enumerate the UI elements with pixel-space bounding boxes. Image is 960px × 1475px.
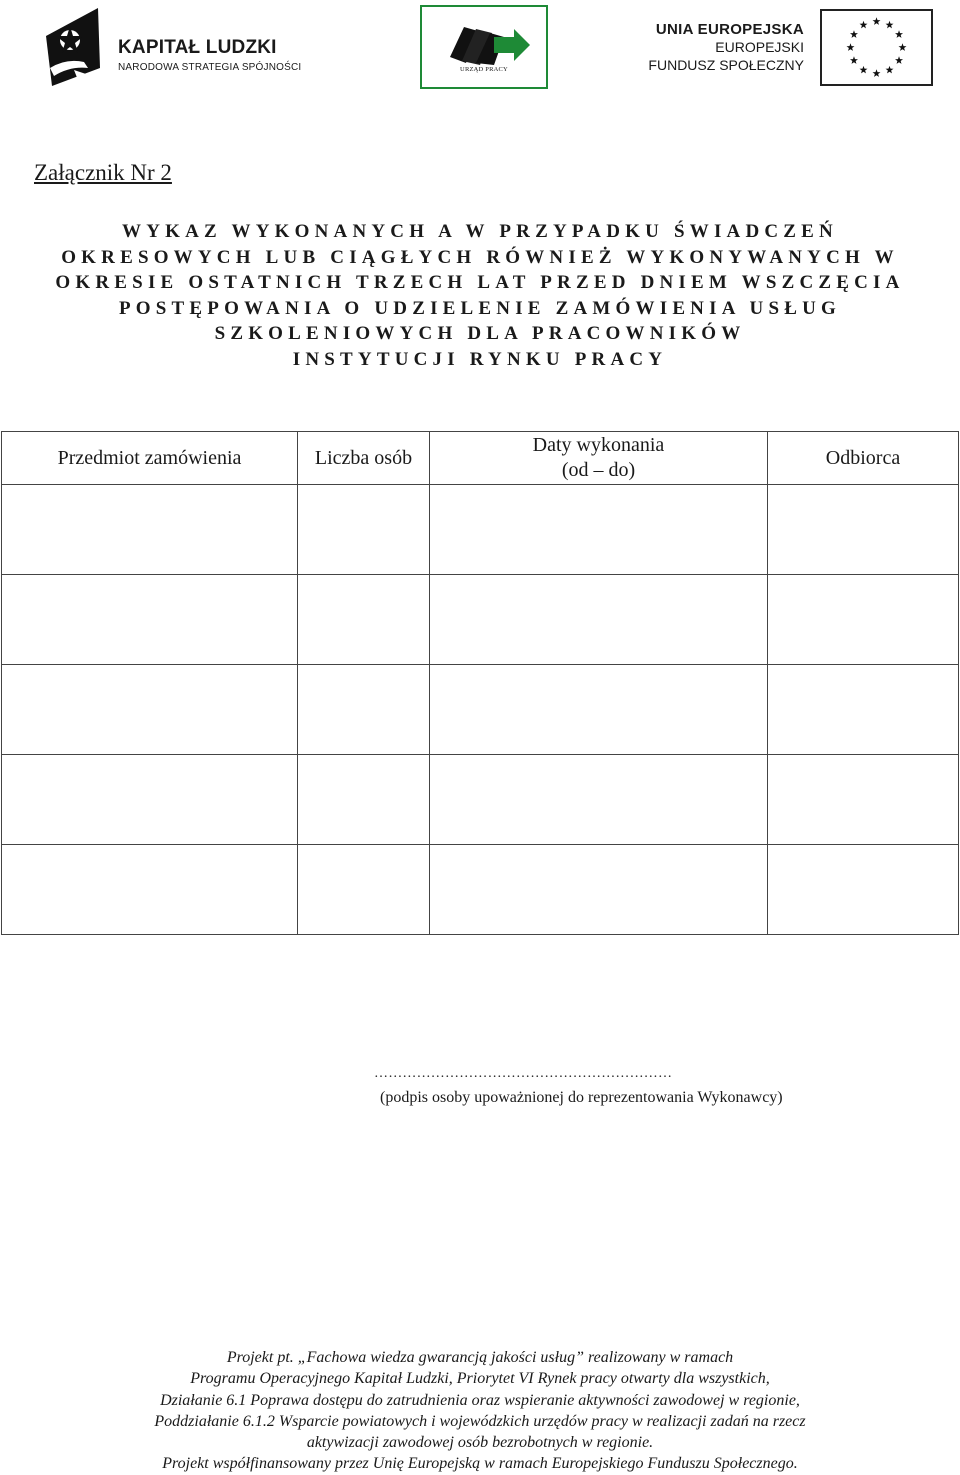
table-row	[2, 755, 959, 845]
table-cell[interactable]	[298, 665, 430, 755]
table-row	[2, 575, 959, 665]
table-cell[interactable]	[298, 845, 430, 935]
footer-line: Działanie 6.1 Poprawa dostępu do zatrudnienia oraz wspieranie aktywności zawodowej w regionie,	[160, 1391, 800, 1409]
table-cell[interactable]	[430, 845, 768, 935]
document-heading	[20, 219, 940, 372]
unia-europejska-text	[648, 21, 804, 74]
header-odbiorca: Odbiorca	[768, 432, 959, 485]
table-header-row	[2, 432, 959, 485]
table-cell[interactable]	[2, 755, 298, 845]
unia-line-2: EUROPEJSKI	[715, 39, 804, 55]
eu-flag-logo	[820, 9, 933, 86]
urzad-pracy-emblem-icon	[446, 17, 530, 67]
eu-star-icon	[899, 43, 907, 51]
heading-line: SZKOLENIOWYCH DLA PRACOWNIKÓW	[214, 323, 746, 344]
kapital-ludzki-title: KAPITAŁ LUDZKI	[118, 37, 277, 58]
table-cell[interactable]	[2, 665, 298, 755]
services-table	[1, 431, 959, 935]
eu-star-icon	[850, 30, 858, 38]
table-cell[interactable]	[768, 575, 959, 665]
kapital-ludzki-emblem-icon	[44, 6, 100, 90]
table-cell[interactable]	[430, 755, 768, 845]
heading-line: WYKAZ WYKONANYCH A W PRZYPADKU ŚWIADCZEŃ	[122, 221, 838, 242]
eu-star-icon	[886, 21, 894, 29]
header-daty-line-2: (od – do)	[561, 459, 636, 481]
header-daty-wykonania	[430, 432, 768, 485]
footer-line: Poddziałanie 6.1.2 Wsparcie powiatowych i wojewódzkich urzędów pracy w realizacji zadań na rzecz	[154, 1412, 806, 1430]
header-liczba-osob: Liczba osób	[298, 432, 430, 485]
eu-star-icon	[895, 30, 903, 38]
table-row	[2, 665, 959, 755]
urzad-pracy-label: URZĄD PRACY	[460, 66, 508, 73]
eu-star-icon	[850, 56, 858, 64]
urzad-pracy-logo	[420, 5, 548, 89]
signature-line: ………………………………………………………	[374, 1066, 673, 1081]
footer-line: Projekt pt. „Fachowa wiedza gwarancją jakości usług” realizowany w ramach	[226, 1349, 734, 1366]
table-cell[interactable]	[768, 755, 959, 845]
header-daty-line-1: Daty wykonania	[532, 434, 665, 456]
eu-star-icon	[860, 66, 868, 74]
table-cell[interactable]	[2, 845, 298, 935]
eu-stars-icon	[822, 11, 931, 84]
table-cell[interactable]	[298, 575, 430, 665]
footer-line: aktywizacji zawodowej osób bezrobotnych w regionie.	[306, 1434, 654, 1452]
eu-star-icon	[873, 17, 881, 25]
heading-line: OKRESOWYCH LUB CIĄGŁYCH RÓWNIEŻ WYKONYWANYCH W	[61, 246, 899, 268]
unia-line-3: FUNDUSZ SPOŁECZNY	[648, 57, 804, 73]
kapital-ludzki-logo	[44, 6, 306, 90]
kapital-ludzki-subtitle: NARODOWA STRATEGIA SPÓJNOŚCI	[118, 62, 302, 73]
table-cell[interactable]	[430, 575, 768, 665]
table-cell[interactable]	[768, 665, 959, 755]
table-cell[interactable]	[2, 485, 298, 575]
eu-star-icon	[860, 21, 868, 29]
table-cell[interactable]	[298, 755, 430, 845]
footer-line: Projekt współfinansowany przez Unię Europejską w ramach Europejskiego Funduszu Społecznego.	[162, 1455, 798, 1473]
table-cell[interactable]	[430, 485, 768, 575]
table-cell[interactable]	[430, 665, 768, 755]
project-footer	[60, 1347, 900, 1475]
heading-line: OKRESIE OSTATNICH TRZECH LAT PRZED DNIEM WSZCZĘCIA	[55, 272, 905, 293]
table-row	[2, 845, 959, 935]
footer-line: Programu Operacyjnego Kapitał Ludzki, Priorytet VI Rynek pracy otwarty dla wszystkich,	[190, 1370, 770, 1388]
signature-caption: (podpis osoby upoważnionej do reprezentowania Wykonawcy)	[380, 1089, 783, 1106]
heading-line: POSTĘPOWANIA O UDZIELENIE ZAMÓWIENIA USŁUG	[118, 297, 841, 319]
annex-label: Załącznik Nr 2	[34, 160, 172, 185]
table-row	[2, 485, 959, 575]
heading-line: INSTYTUCJI RYNKU PRACY	[292, 348, 668, 370]
eu-star-icon	[895, 56, 903, 64]
table-cell[interactable]	[768, 485, 959, 575]
eu-star-icon	[847, 43, 855, 51]
table-cell[interactable]	[768, 845, 959, 935]
table-cell[interactable]	[298, 485, 430, 575]
header-przedmiot: Przedmiot zamówienia	[2, 432, 298, 485]
eu-star-icon	[886, 66, 894, 74]
eu-star-icon	[873, 69, 881, 77]
unia-line-1: UNIA EUROPEJSKA	[655, 21, 804, 38]
table-cell[interactable]	[2, 575, 298, 665]
